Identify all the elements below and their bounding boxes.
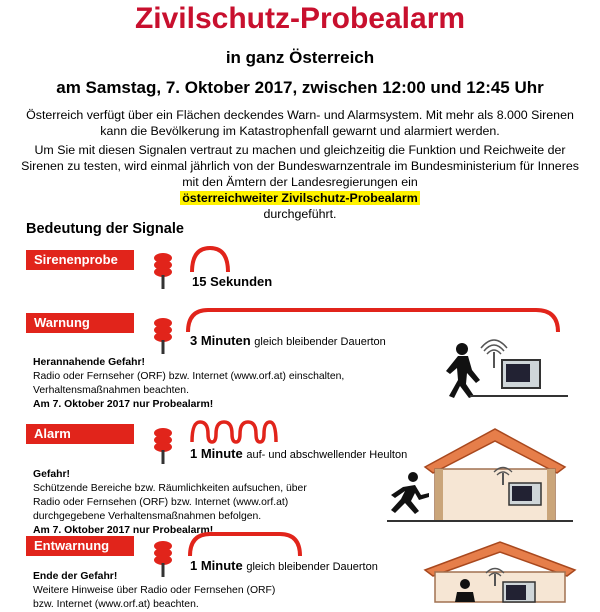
description-line: Radio oder Fernsehen (ORF) bzw. Internet (www.orf.at)	[33, 497, 289, 508]
intro-paragraph-2-end: durchgeführt.	[263, 207, 337, 221]
highlight-text: österreichweiter Zivilschutz-Probealarm	[182, 191, 418, 205]
description-heading: Gefahr!	[33, 469, 70, 480]
description-line: bzw. Internet (www.orf.at) beachten.	[33, 599, 199, 610]
signal-label-entwarnung: Entwarnung	[26, 536, 134, 556]
entwarnung-house-illustration	[425, 540, 575, 600]
signal-label-sirenenprobe: Sirenenprobe	[26, 250, 134, 270]
description-note: Am 7. Oktober 2017 nur Probealarm!	[33, 399, 214, 410]
page-subtitle: in ganz Österreich	[225, 48, 375, 67]
description-line: Verhaltensmaßnahmen beachten.	[33, 385, 189, 396]
description-line: durchgegebene Verhaltensmaßnahmen befolgen.	[33, 511, 262, 522]
intro-paragraph-1: Österreich verfügt über ein Flächen deckendes Warn- und Alarmsystem. Mit mehr als 8.000 Sirenen kann die Bevölkerung im Katastrophenfall gewarnt und alarmiert werden.	[26, 108, 574, 138]
description-heading: Ende der Gefahr!	[33, 571, 118, 582]
running-person-icon	[391, 472, 429, 514]
duration-sirenenprobe	[192, 274, 272, 289]
duration-value: 1 Minute	[190, 446, 243, 461]
duration-description: gleich bleibender Dauerton	[246, 561, 378, 573]
signal-description-warnung	[33, 356, 433, 412]
warning-illustration	[440, 340, 570, 400]
duration-description: auf- und abschwellender Heulton	[246, 449, 408, 461]
date-line: am Samstag, 7. Oktober 2017, zwischen 12:00 und 12:45 Uhr	[56, 78, 544, 97]
signal-wave-alarm	[190, 420, 280, 446]
signal-label-alarm: Alarm	[26, 424, 134, 444]
signal-wave-medium	[188, 532, 308, 558]
siren-icon	[152, 251, 174, 289]
signal-wave-short	[190, 246, 230, 274]
signal-wave-long	[186, 308, 566, 334]
duration-value: 3 Minuten	[190, 333, 251, 348]
description-line: Weitere Hinweise über Radio oder Fernsehen (ORF)	[33, 585, 276, 596]
duration-value: 15 Sekunden	[192, 274, 273, 289]
page-title: Zivilschutz-Probealarm	[134, 2, 466, 35]
description-heading: Herannahende Gefahr!	[33, 357, 146, 368]
description-line: Radio oder Fernseher (ORF) bzw. Internet (www.orf.at) einschalten,	[33, 371, 345, 382]
siren-icon	[152, 426, 174, 464]
duration-value: 1 Minute	[190, 558, 243, 573]
intro-paragraph-2	[20, 142, 580, 222]
signal-label-warnung: Warnung	[26, 313, 134, 333]
duration-description: gleich bleibender Dauerton	[254, 336, 386, 348]
alarm-house-illustration	[385, 425, 575, 525]
intro-paragraph-2-text: Um Sie mit diesen Signalen vertraut zu machen und gleichzeitig die Funktion und Reichweite der Sirenen zu testen, wird einmal jährlich von der Bundeswarnzentrale im Bundesministerium für Inneres mit den Ämtern der Landesregierungen ein	[21, 143, 579, 189]
siren-icon	[152, 316, 174, 354]
description-line: Schützende Bereiche bzw. Räumlichkeiten aufsuchen, über	[33, 483, 307, 494]
signal-description-alarm	[33, 468, 433, 538]
description-note: Am 7. Oktober 2017 nur Probealarm!	[33, 525, 214, 536]
duration-alarm	[190, 446, 407, 461]
duration-warnung	[190, 333, 386, 348]
signal-description-entwarnung	[33, 570, 433, 612]
section-title: Bedeutung der Signale	[26, 221, 184, 237]
